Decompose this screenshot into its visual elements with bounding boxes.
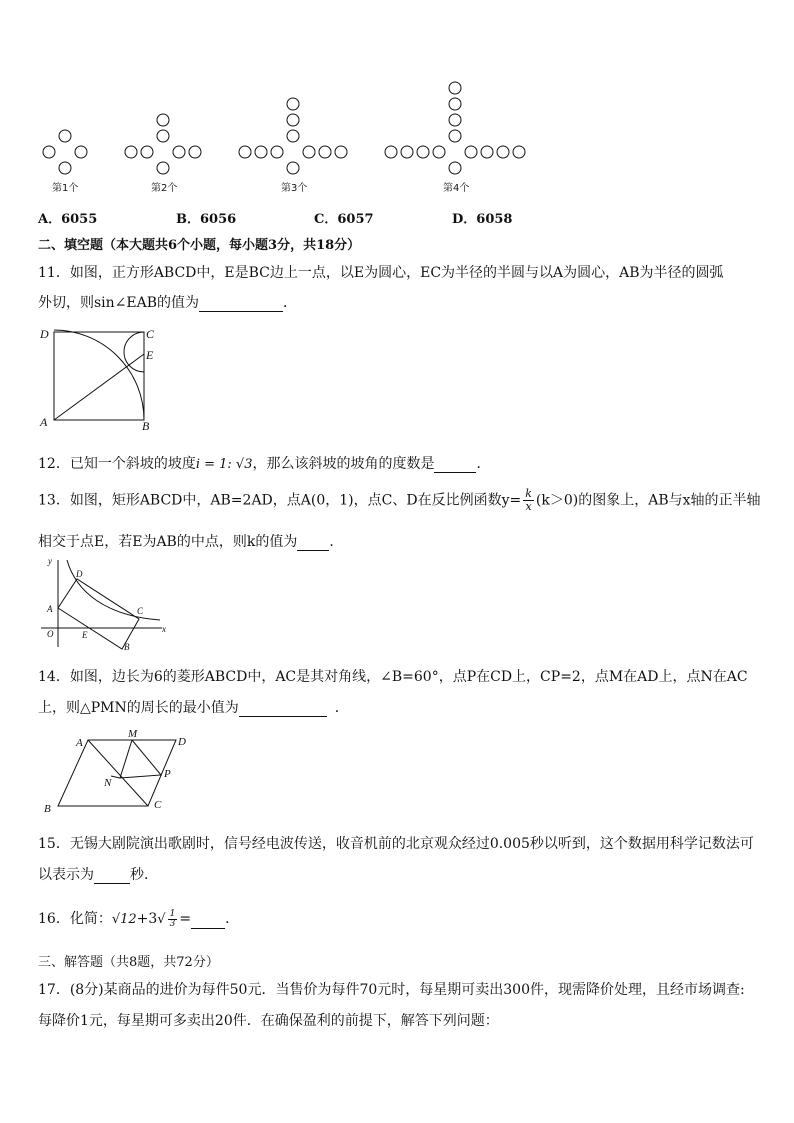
option-a: A．6055 [38,212,98,227]
q16-fraction: $\frac{1}{3}$ [169,908,176,929]
circle-pattern-figure [30,80,550,175]
q11-label-b: B [142,419,150,433]
q13-fraction: $\frac{k}{x}$ [525,487,532,513]
q13-label-y: y [48,556,52,566]
section-2-heading: 二、填空题（本大题共6个小题，每小题3分，共18分） [38,238,361,253]
q14-label-d: D [178,736,186,748]
pattern-figure-4 [385,82,525,174]
section-3-heading: 三、解答题（共8题，共72分） [38,955,219,970]
q13-answer-blank[interactable] [297,536,329,551]
q16-sqrt12: √12 [111,912,137,927]
option-c: C．6057 [314,212,374,227]
q15-answer-blank[interactable] [94,869,130,884]
pattern-figure-1 [43,130,87,174]
q13-label-a: A [47,604,53,614]
pattern-figure-2 [125,114,201,174]
q15-line2: 以表示为 秒． [38,867,158,883]
q13-label-b: B [124,642,130,652]
q13-label-e: E [82,630,88,640]
q13-label-o: O [47,629,54,639]
q11-label-d: D [40,327,49,341]
q14-label-p: P [164,768,171,780]
q14-label-a: A [76,737,83,749]
option-b: B．6056 [176,212,237,227]
q13-label-x: x [162,624,166,634]
q14-line1: 14．如图，边长为6的菱形ABCD中，AC是其对角线，∠B=60°，点P在CD上，CP=2，点M在AD上，点N在AC [38,669,748,685]
q14-line2: 上，则△PMN的周长的最小值为 ． [38,700,349,716]
pattern-figure-3 [239,98,347,174]
q13-line2: 相交于点E，若E为AB的中点，则k的值为 ． [38,534,344,550]
q17-line1: 17．(8分)某商品的进价为每件50元．当售价为每件70元时，每星期可卖出300件，现需降价处理，且经市场调查: [38,982,745,998]
option-d: D．6058 [452,212,513,227]
pattern-caption-2: 第2个 [151,183,178,194]
q14-label-b: B [44,803,51,815]
q11-square-figure [36,322,166,434]
q14-answer-blank[interactable] [239,702,327,717]
q16-answer-blank[interactable] [191,914,225,929]
q13-label-c: C [137,606,144,616]
q12-line: 12．已知一个斜坡的坡度i = 1: √3，那么该斜坡的坡角的度数是 ． [38,456,491,472]
q11-label-c: C [146,327,155,341]
q15-line1: 15．无锡大剧院演出歌剧时，信号经电波传送，收音机前的北京观众经过0.005秒以听到，这个数据用科学记数法可 [38,836,754,852]
q11-answer-blank[interactable] [199,297,283,312]
q14-label-n: N [104,777,112,789]
q11-line2: 外切，则sin∠EAB的值为 ． [38,295,298,311]
pattern-caption-1: 第1个 [52,183,79,194]
q16-line: 16．化简：√12+3√ $\frac{1}{3}$ = ． [38,908,240,929]
q14-label-m: M [128,728,138,740]
q13-label-d: D [76,569,83,579]
q12-answer-blank[interactable] [434,458,476,473]
pattern-caption-4: 第4个 [443,183,470,194]
q13-line1: 13．如图，矩形ABCD中，AB=2AD，点A(0，1)，点C、D在反比例函数y= $\frac{k}{x}$ (k＞0)的图象上，AB与x轴的正半轴 [38,487,761,513]
q14-label-c: C [154,799,162,811]
q11-label-e: E [146,348,154,362]
q12-slope: i = 1: √3 [195,457,253,472]
q11-label-a: A [40,415,48,429]
q17-line2: 每降价1元，每星期可多卖出20件．在确保盈利的前提下，解答下列问题： [38,1013,499,1029]
q14-rhombus-figure [36,728,196,818]
pattern-caption-3: 第3个 [281,183,308,194]
q11-line1: 11．如图，正方形ABCD中，E是BC边上一点，以E为圆心，EC为半径的半圆与以A为圆心，AB为半径的圆弧 [38,265,724,281]
q13-graph-figure [36,552,172,652]
